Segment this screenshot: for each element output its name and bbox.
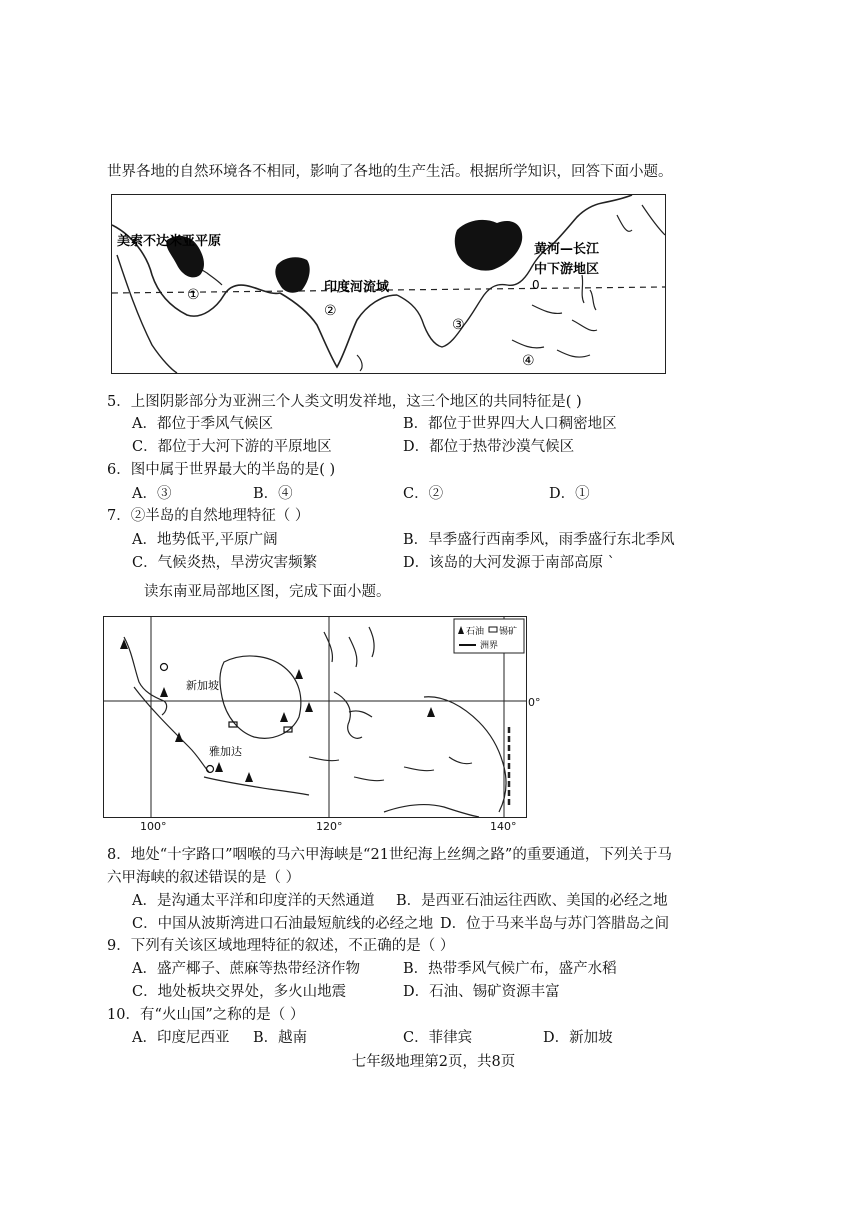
- label-number-3: ③: [452, 317, 465, 333]
- legend-tin-label: 锡矿: [499, 627, 518, 637]
- borneo: [220, 656, 301, 738]
- q5-option-a: A．都位于季风气候区: [132, 416, 273, 432]
- q7-option-b: B．旱季盛行西南季风，雨季盛行东北季风: [403, 532, 675, 548]
- small-islands: [309, 757, 472, 781]
- islands-se: [512, 305, 597, 357]
- q5-option-c: C．都位于大河下游的平原地区: [132, 439, 332, 455]
- southeast-asia-map: [103, 616, 527, 818]
- q6-option-a: A．③: [132, 486, 172, 502]
- red-sea-coast: [117, 255, 177, 373]
- label-yellow-yangtze-1: 黄河—长江: [534, 242, 600, 257]
- q6-option-d: D．①: [549, 486, 590, 502]
- q6-stem: 6．图中属于世界最大的半岛的是( ): [107, 462, 336, 478]
- philippines-islands: [324, 627, 374, 667]
- q6-option-b: B．④: [253, 486, 293, 502]
- q8-stem-line1: 8．地处“十字路口”咽喉的马六甲海峡是“21世纪海上丝绸之路”的重要通道，下列关于马: [107, 847, 672, 863]
- q10-option-c: C．菲律宾: [403, 1030, 473, 1046]
- label-singapore: 新加坡: [186, 679, 219, 692]
- sea-map-svg: [104, 617, 526, 817]
- sri-lanka: [357, 355, 362, 371]
- legend-oil-label: 石油: [466, 627, 485, 637]
- q8-option-b: B．是西亚石油运往西欧、美国的必经之地: [396, 893, 668, 909]
- label-zero: 0: [532, 278, 540, 292]
- jakarta-marker: [207, 766, 214, 773]
- sulawesi: [334, 692, 372, 738]
- q8-option-c: C．中国从波斯湾进口石油最短航线的必经之地: [132, 916, 434, 932]
- q9-stem: 9．下列有关该区域地理特征的叙述，不正确的是（ ）: [107, 938, 455, 954]
- label-lon-120: 120°: [316, 820, 343, 833]
- q7-option-d: D．该岛的大河发源于南部高原 `: [403, 555, 615, 571]
- label-lon-140: 140°: [490, 820, 517, 833]
- q10-stem: 10．有“火山国”之称的是（ ）: [107, 1007, 305, 1023]
- q8-option-a: A．是沟通太平洋和印度洋的天然通道: [132, 893, 375, 909]
- legend-boundary-label: 洲界: [480, 641, 499, 651]
- oil-icon: [215, 762, 223, 772]
- label-lon-100: 100°: [140, 820, 167, 833]
- q7-option-c: C．气候炎热，旱涝灾害频繁: [132, 555, 318, 571]
- oil-markers: [120, 639, 435, 782]
- q9-option-a: A．盛产椰子、蔗麻等热带经济作物: [132, 961, 360, 977]
- oil-icon: [280, 712, 288, 722]
- australia-north: [384, 805, 479, 817]
- java: [204, 777, 309, 795]
- label-zero-degree: 0°: [528, 696, 541, 709]
- q7-option-a: A．地势低平,平原广阔: [132, 532, 278, 548]
- label-jakarta: 雅加达: [209, 745, 242, 758]
- label-number-4: ④: [522, 353, 535, 369]
- oil-icon: [245, 772, 253, 782]
- oil-icon: [295, 669, 303, 679]
- label-number-1: ①: [187, 287, 200, 303]
- q5-option-b: B．都位于世界四大人口稠密地区: [403, 416, 617, 432]
- q6-option-c: C．②: [403, 486, 444, 502]
- oil-icon: [160, 687, 168, 697]
- q5-option-d: D．都位于热带沙漠气候区: [403, 439, 575, 455]
- intro-text: 世界各地的自然环境各不相同，影响了各地的生产生活。根据所学知识，回答下面小题。: [107, 164, 673, 180]
- q9-option-c: C．地处板块交界处，多火山地震: [132, 984, 347, 1000]
- map-legend: [454, 619, 524, 653]
- oil-icon: [427, 707, 435, 717]
- new-guinea: [424, 697, 506, 812]
- malay-peninsula: [124, 637, 167, 715]
- korea-japan: [617, 205, 665, 235]
- intro2-text: 读东南亚局部地区图，完成下面小题。: [144, 584, 391, 600]
- q8-option-d: D．位于马来半岛与苏门答腊岛之间: [440, 916, 670, 932]
- page-footer: 七年级地理第2页，共8页: [351, 1054, 516, 1070]
- q10-option-b: B．越南: [253, 1030, 308, 1046]
- q9-option-d: D．石油、锡矿资源丰富: [403, 984, 560, 1000]
- q10-option-a: A．印度尼西亚: [132, 1030, 230, 1046]
- label-yellow-yangtze-2: 中下游地区: [534, 262, 600, 277]
- asia-map-svg: [112, 195, 665, 373]
- philippines: [582, 275, 596, 310]
- q7-stem: 7．②半岛的自然地理特征（ ）: [107, 508, 310, 524]
- q8-stem-line2: 六甲海峡的叙述错误的是（ ）: [107, 870, 301, 886]
- asia-civilization-map: [111, 194, 666, 374]
- q5-stem: 5．上图阴影部分为亚洲三个人类文明发祥地，这三个地区的共同特征是( ): [107, 394, 582, 410]
- china-shade: [455, 220, 522, 271]
- oil-icon: [305, 702, 313, 712]
- q10-option-d: D．新加坡: [543, 1030, 613, 1046]
- label-number-2: ②: [324, 303, 337, 319]
- label-indus: 印度河流域: [324, 280, 390, 295]
- label-mesopotamia: 美索不达米亚平原: [117, 234, 222, 249]
- singapore-marker: [161, 664, 168, 671]
- indus-shade: [275, 257, 309, 292]
- india-coast: [280, 293, 397, 367]
- sumatra: [134, 687, 209, 772]
- q9-option-b: B．热带季风气候广布，盛产水稻: [403, 961, 617, 977]
